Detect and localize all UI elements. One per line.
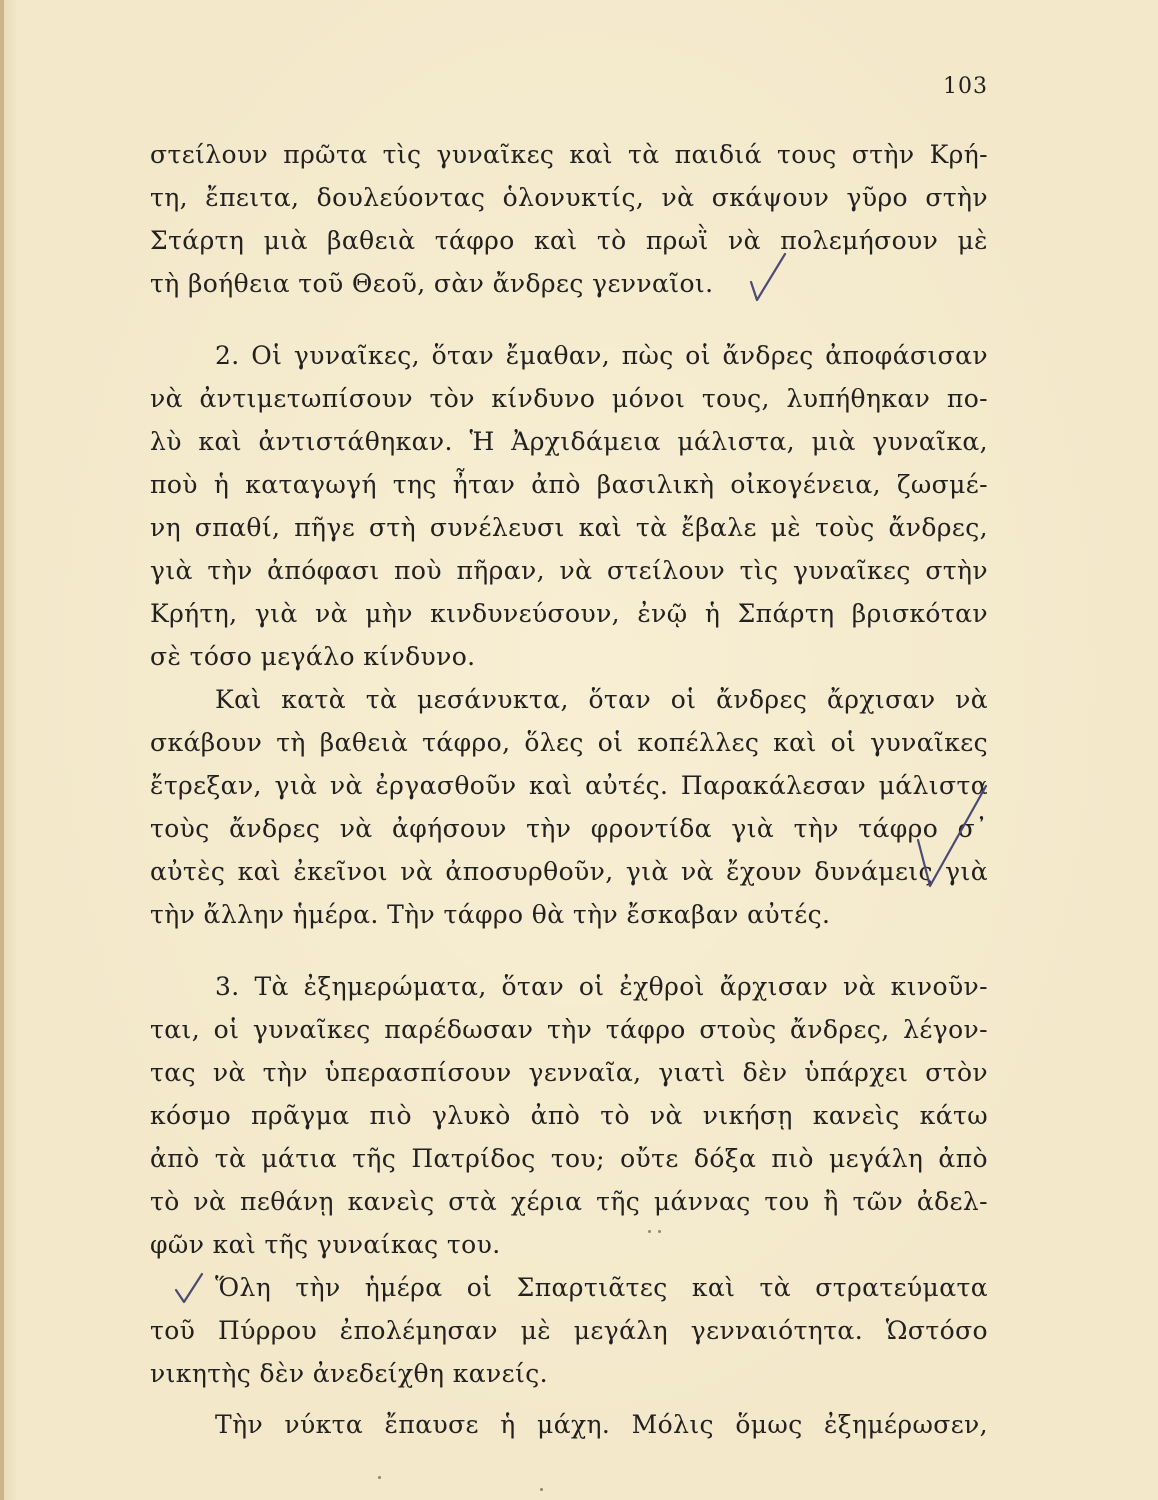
text-line: κόσμο πρᾶγμα πιὸ γλυκὸ ἀπὸ τὸ νὰ νικήσῃ κανεὶς κάτω xyxy=(150,1101,988,1130)
text-line: τοῦ Πύρρου ἐπολέμησαν μὲ μεγάλη γενναιότητα. Ὡστόσο xyxy=(150,1316,988,1345)
text-line: Κρήτη, γιὰ νὰ μὴν κινδυνεύσουν, ἐνῷ ἡ Σπάρτη βρισκόταν xyxy=(150,599,988,628)
text-line: τὴ βοήθεια τοῦ Θεοῦ, σὰν ἄνδρες γενναῖοι. xyxy=(150,269,714,298)
text-line: αὐτὲς καὶ ἐκεῖνοι νὰ ἀποσυρθοῦν, γιὰ νὰ ἔχουν δυνάμεις γιὰ xyxy=(150,857,988,886)
text-line: 3. Τὰ ἐξημερώματα, ὅταν οἱ ἐχθροὶ ἄρχισαν νὰ κινοῦν- xyxy=(215,972,988,1001)
text-line: λὺ καὶ ἀντιστάθηκαν. Ἡ Ἀρχιδάμεια μάλιστα, μιὰ γυναῖκα, xyxy=(150,427,988,456)
text-line: νη σπαθί, πῆγε στὴ συνέλευσι καὶ τὰ ἔβαλε μὲ τοὺς ἄνδρες, xyxy=(150,513,988,542)
text-line: τας νὰ τὴν ὑπερασπίσουν γενναῖα, γιατὶ δὲν ὑπάρχει στὸν xyxy=(150,1058,988,1087)
text-line: ἔτρεξαν, γιὰ νὰ ἐργασθοῦν καὶ αὐτές. Παρακάλεσαν μάλιστα xyxy=(150,771,988,800)
text-line: Στάρτη μιὰ βαθειὰ τάφρο καὶ τὸ πρωῒ νὰ πολεμήσουν μὲ xyxy=(150,226,988,255)
print-speck xyxy=(378,1476,381,1479)
text-line: 2. Οἱ γυναῖκες, ὅταν ἔμαθαν, πὼς οἱ ἄνδρες ἀποφάσισαν xyxy=(215,341,988,370)
page-left-edge xyxy=(0,0,4,1500)
page-number: 103 xyxy=(943,74,988,99)
print-speck xyxy=(648,1230,651,1233)
text-line: Καὶ κατὰ τὰ μεσάνυκτα, ὅταν οἱ ἄνδρες ἄρχισαν νὰ xyxy=(215,685,988,714)
handwritten-check-icon xyxy=(172,1268,212,1308)
text-line: ἀπὸ τὰ μάτια τῆς Πατρίδος του; οὔτε δόξα πιὸ μεγάλη ἀπὸ xyxy=(150,1144,988,1173)
text-line: Ὅλη τὴν ἡμέρα οἱ Σπαρτιᾶτες καὶ τὰ στρατεύματα xyxy=(215,1273,988,1302)
text-line: γιὰ τὴν ἀπόφασι ποὺ πῆραν, νὰ στείλουν τὶς γυναῖκες στὴν xyxy=(150,556,988,585)
text-line: στείλουν πρῶτα τὶς γυναῖκες καὶ τὰ παιδιά τους στὴν Κρή- xyxy=(150,140,988,169)
text-line: τὸ νὰ πεθάνῃ κανεὶς στὰ χέρια τῆς μάννας του ἢ τῶν ἀδελ- xyxy=(150,1187,988,1216)
text-line: ται, οἱ γυναῖκες παρέδωσαν τὴν τάφρο στοὺς ἄνδρες, λέγον- xyxy=(150,1015,988,1044)
text-line: σὲ τόσο μεγάλο κίνδυνο. xyxy=(150,642,476,671)
text-line: τὴν ἄλλην ἡμέρα. Τὴν τάφρο θὰ τὴν ἔσκαβαν αὐτές. xyxy=(150,900,831,929)
text-line: φῶν καὶ τῆς γυναίκας του. xyxy=(150,1230,501,1259)
text-line: ποὺ ἡ καταγωγή της ἦταν ἀπὸ βασιλικὴ οἰκογένεια, ζωσμέ- xyxy=(150,470,988,499)
text-line: νικητὴς δὲν ἀνεδείχθη κανείς. xyxy=(150,1359,548,1388)
print-speck xyxy=(658,1230,661,1233)
text-line: σκάβουν τὴ βαθειὰ τάφρο, ὅλες οἱ κοπέλλες καὶ οἱ γυναῖκες xyxy=(150,728,988,757)
print-speck xyxy=(540,1488,543,1491)
text-line: νὰ ἀντιμετωπίσουν τὸν κίνδυνο μόνοι τους, λυπήθηκαν πο- xyxy=(150,384,988,413)
text-line: Τὴν νύκτα ἔπαυσε ἡ μάχη. Μόλις ὅμως ἐξημέρωσεν, xyxy=(215,1410,988,1439)
text-line: τοὺς ἄνδρες νὰ ἀφήσουν τὴν φροντίδα γιὰ τὴν τάφρο σ᾽ xyxy=(150,814,988,843)
text-line: τη, ἔπειτα, δουλεύοντας ὁλονυκτίς, νὰ σκάψουν γῦρο στὴν xyxy=(150,183,988,212)
